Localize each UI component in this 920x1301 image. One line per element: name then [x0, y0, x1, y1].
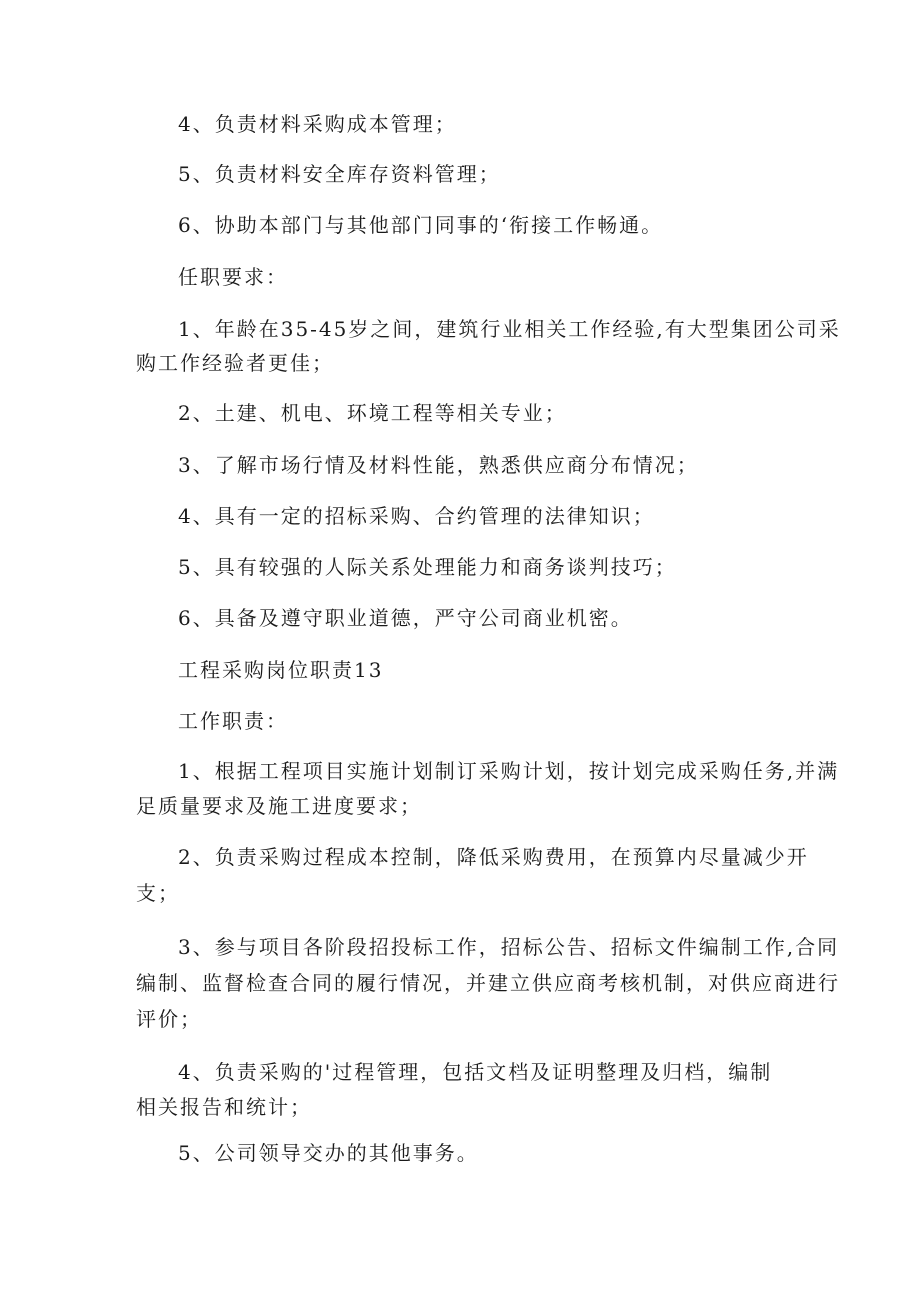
work-duty-1-line-2: 足质量要求及施工进度要求；	[136, 794, 422, 818]
requirement-6: 6、具备及遵守职业道德，严守公司商业机密。	[178, 606, 633, 630]
section-heading-requirements: 任职要求：	[178, 265, 288, 289]
duty-item-4: 4、负责材料采购成本管理；	[178, 112, 457, 136]
work-duty-4-line-1: 4、负责采购的'过程管理，包括文档及证明整理及归档，编制	[178, 1060, 773, 1084]
work-duty-3-line-1: 3、参与项目各阶段招投标工作，招标公告、招标文件编制工作,合同	[178, 935, 840, 959]
requirement-1-line-1: 1、年龄在35-45岁之间，建筑行业相关工作经验,有大型集团公司采	[178, 317, 841, 341]
work-duty-5: 5、公司领导交办的其他事务。	[178, 1141, 479, 1165]
requirement-2: 2、土建、机电、环境工程等相关专业；	[178, 401, 567, 425]
work-duty-2-line-2: 支；	[136, 881, 180, 905]
section-heading-duties: 工作职责：	[178, 709, 288, 733]
work-duty-2-line-1: 2、负责采购过程成本控制，降低采购费用，在预算内尽量减少开	[178, 845, 809, 869]
duty-item-6: 6、协助本部门与其他部门同事的‘衔接工作畅通。	[178, 213, 664, 237]
requirement-5: 5、具有较强的人际关系处理能力和商务谈判技巧；	[178, 555, 677, 579]
requirement-4: 4、具有一定的招标采购、合约管理的法律知识；	[178, 504, 655, 528]
work-duty-3-line-2: 编制、监督检查合同的履行情况，并建立供应商考核机制，对供应商进行	[136, 971, 840, 995]
work-duty-4-line-2: 相关报告和统计；	[136, 1095, 312, 1119]
work-duty-1-line-1: 1、根据工程项目实施计划制订采购计划，按计划完成采购任务,并满	[178, 759, 840, 783]
section-title: 工程采购岗位职责13	[178, 658, 384, 682]
requirement-1-line-2: 购工作经验者更佳；	[136, 351, 334, 375]
work-duty-3-line-3: 评价；	[136, 1007, 202, 1031]
duty-item-5: 5、负责材料安全库存资料管理；	[178, 162, 501, 186]
requirement-3: 3、了解市场行情及材料性能，熟悉供应商分布情况；	[178, 453, 699, 477]
